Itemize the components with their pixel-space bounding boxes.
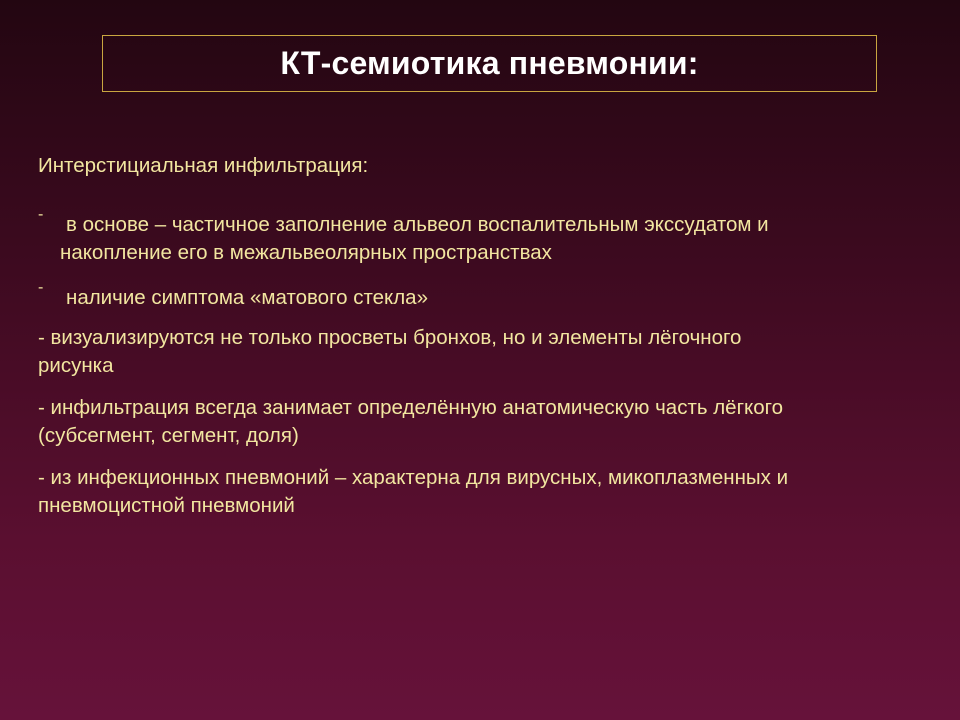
paragraph-line: - инфильтрация всегда занимает определённую анатомическую часть лёгкого bbox=[38, 396, 784, 419]
paragraph bbox=[38, 324, 928, 380]
dash-marker: - bbox=[38, 206, 44, 223]
list-item-text bbox=[66, 284, 926, 312]
paragraph-line: - визуализируются не только просветы бронхов, но и элементы лёгочного bbox=[38, 326, 742, 349]
list-item-text bbox=[60, 211, 926, 267]
paragraph bbox=[38, 464, 928, 520]
list-item-line: наличие симптома «матового стекла» bbox=[66, 286, 428, 309]
list-item-line: в основе – частичное заполнение альвеол воспалительным экссудатом и bbox=[66, 213, 769, 236]
paragraph-line: - из инфекционных пневмоний – характерна для вирусных, микоплазменных и bbox=[38, 466, 789, 489]
list-item-line: накопление его в межальвеолярных пространствах bbox=[60, 241, 552, 264]
dash-marker: - bbox=[38, 279, 44, 296]
paragraph bbox=[38, 394, 928, 450]
subheading: Интерстициальная инфильтрация: bbox=[38, 154, 369, 177]
paragraph-line: пневмоцистной пневмоний bbox=[38, 494, 295, 517]
paragraph-line: рисунка bbox=[38, 354, 114, 377]
title-box bbox=[102, 35, 877, 92]
paragraph-line: (субсегмент, сегмент, доля) bbox=[38, 424, 299, 447]
slide-title: КТ-семиотика пневмонии: bbox=[280, 45, 699, 81]
